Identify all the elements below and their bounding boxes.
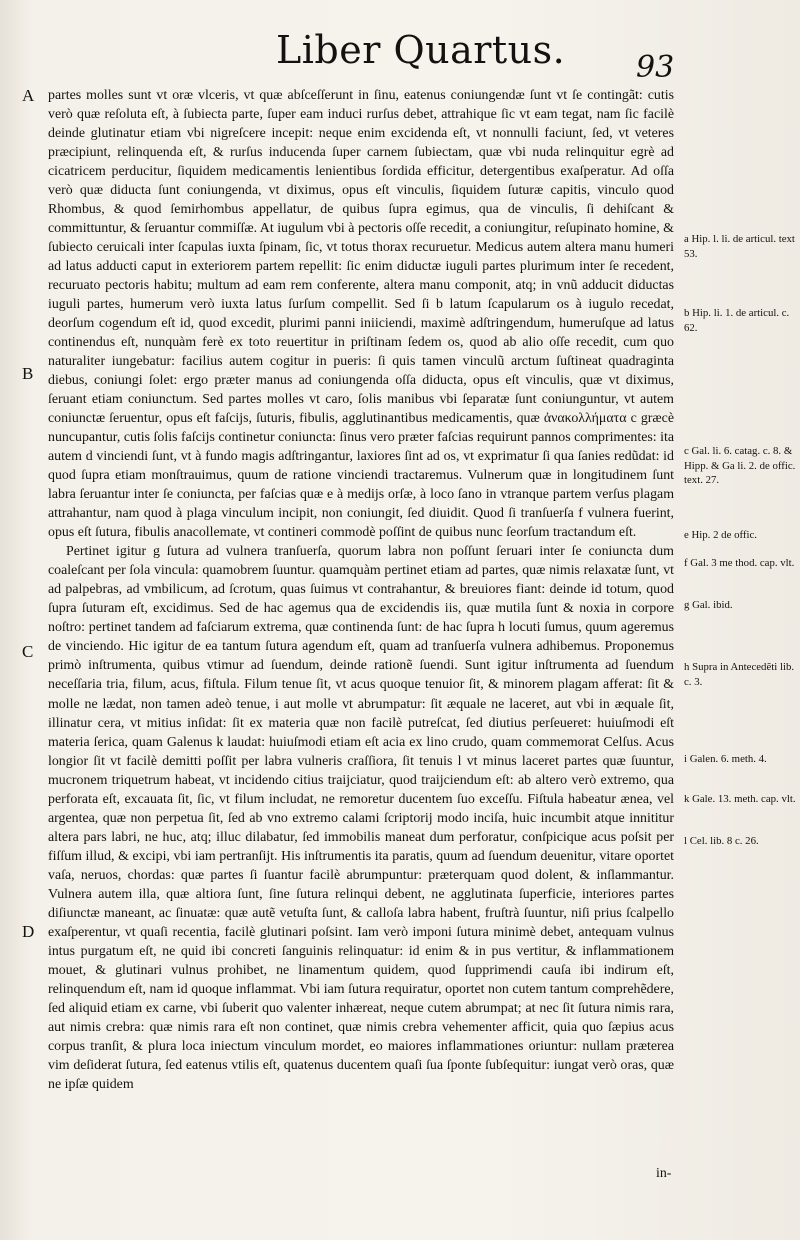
margin-note-c: c Gal. li. 6. catag. c. 8. & Hipp. & Ga li. 2. de offic. text. 27. [684,445,796,486]
section-letter-d: D [22,922,35,941]
section-letter-c: C [22,642,34,661]
paragraph-1: partes molles sunt vt oræ vlceris, vt quæ abſceſſerunt in ſinu, eatenus coniungendæ ſunt vt ſe contingãt: cutis verò quæ reſoluta eſt, à ſubiecta parte, ſuper eam induci rurſus debet, attrahique ſic vt eam tegat, nam ſic facilè deinde glutinatur etiam vbi nigreſcere incepit: neque enim excidenda eſt, vt nonnulli faciunt, ſed, vt veteres præcipiunt, relinquenda eſt, & rurſus inducenda ſuper carnem ſubiectam, quæ vbi nuda relinquitur egrè ad cicatricem perducitur, ſiquidem medicamentis lenientibus ſordida efficitur, detergentibus exaſperatur. Ad oſſa verò quæ diducta ſunt coniungenda, vt diximus, opus eſt vinculis, ſiquidem ſuturæ capitis, vinculo quod Rhombus, & quod ſemirhombus appellatur, de quibus ſupra egimus, qua de vinculis, ſi dehiſcant & committuntur, & ſeruantur commiſſæ. At iugulum vbi à pectoris oſſe recedit, a coniungitur, reſupinato homine, & ſubiecto ceruicali inter ſcapulas iuxta ſpinam, ſic, vt totus thorax recuruetur. Medicus autem altera manu humeri ad latus adducti caput in exteriorem partem repellit: ſic enim diductæ iuguli partes plurimum inter ſe recedent, recuruato pectoris habitu; multum ad eam rem conferente, altera manu componit, atq; in vnũ adducit diductas iuguli partes, humerum verò iuxta latus ſurſum compellit. Sed ſi b latum ſcapularum os à iugulo recedat, deorſum cogendum eſt id, quod excedit, plurimi panni iniiciendi, maximè adſtringendum, humeruſque ad latus continendus eſt, nunquàm ferè ex toto reuertitur in priſtinam ſedem os, quod ab alio oſſe recedit, cum quo naturaliter iungebatur: facilius autem cogitur in pueris: ſi quis tamen vinculũ arctum ſuſtineat quadraginta diebus, coniungi ſolet: ergo præter manus ad coniungenda oſſa diducta, opus eſt vinculis, quæ vt diximus, ſeruant etiam coniunctum. Sed partes molles vt caro, ſolis manibus vbi ſeparatæ ſunt coniunguntur, vt autem coniunctæ ſeruentur, opus eſt faſcijs, ſuturis, fibulis, agglutinantibus medicamentis, quæ ἀνακολλήματα c græcè nuncupantur, cutis ſolis faſcijs continetur coniuncta: ſinus vero præter faſcias requirunt pannos comprimentes: ita autem d vinciendi ſunt, vt à fundo magis adſtringantur, laxiores ſint ad os, vt exprimatur ſi qua ſanies redũdat: id quod ſupra etiam monſtrauimus, quum de ratione vinciendi tractaremus. Vulnerum quæ in longitudinem ſunt labra ſeruantur inter ſe coniuncta, per faſcias quæ e à medijs orſæ, à loco ſano in vtranque partem verſus plagam attrahantur, nam quod à plaga vinculum incipit, non coniungit, ſed diuidit. Quod ſi tranſuerſa f vulnera fuerint, opus eſt ſutura, fibulis anacollemate, vt contineri commodè poſſint de quibus nunc ſeorſum tractandum eſt. [48,88,674,541]
margin-note-i: i Galen. 6. meth. 4. [684,753,767,765]
margin-note-k: k Gale. 13. meth. cap. vlt. [684,793,796,805]
section-letter-b: B [22,364,34,383]
running-title: Liber Quartus. [276,28,566,72]
main-text-block [48,86,674,1094]
margin-note-e: e Hip. 2 de offic. [684,529,757,541]
margin-note-b: b Hip. li. 1. de articul. c. 62. [684,307,790,334]
margin-note-g: g Gal. ibid. [684,599,733,611]
margin-note-l: l Cel. lib. 8 c. 26. [684,835,759,847]
margin-note-a: a Hip. l. li. de articul. text 53. [684,233,795,260]
margin-note-h: h Supra in Antecedẽti lib. c. 3. [684,661,795,688]
page-number: 93 [636,50,675,85]
margin-note-f: f Gal. 3 me thod. cap. vlt. [684,557,795,569]
catchword: in- [656,1166,672,1181]
section-letter-a: A [22,86,35,105]
paragraph-2: Pertinet igitur g ſutura ad vulnera tranſuerſa, quorum labra non poſſunt ſeruari inter ſe coniuncta dum coaleſcant per ſola vincula: quamobrem ſuuntur. quamquàm pertinet etiam ad partes, quæ nimis relaxatæ ſunt, vt ad palpebras, ad vmbilicum, ad ſcrotum, quas ſuimus vt contrahantur, & breuiores fiant: deinde id totum, quod ſupra ſuturam eſt, excidimus. Sed de hac agemus qua de excidendis iis, quæ mutila ſunt & noxia in corpore noſtro: pertinet tandem ad faſciarum extrema, quæ continenda ſunt: de hac ſupra h locuti ſumus, quum ageremus de vinciendo. Hic igitur de ea tantum ſutura agendum eſt, quam ad tranſuerſa vulnera adhibemus. Proponemus primò inſtrumenta, quibus vtimur ad ſuendum, deinde rationẽ ſuendi. Sunt igitur inſtrumenta ad ſuendum neceſſaria tria, filum, acus, fiſtula. Filum tenue ſit, vt acus quoque tenuior ſit, & minorem plagam afferat: ſit & molle ne lædat, non tamen adeò tenue, i aut molle vt abrumpatur: ſit æquale ne laceret, aut vbi in æquale ſit, illinatur cera, vt mitius inſidat: ſit ex materia quæ non facilè putreſcat, ſed diutius perſeueret: huiuſmodi eſt materia ſerica, quam Galenus k laudat: huiuſmodi etiam eſt acia ex lino crudo, quam commemorat Celſus. Acus longior ſit vt facilè demitti poſſit per labra vulneris craſſiora, ſit tenuis l vt minus laceret partes quæ ſuuntur, mucronem triquetrum habeat, vt incidendo citius traijciatur, quod traijciendum eſt: ab altero verò extremo, qua perforata eſt, excauata ſit, ſic, vt filum includat, ne remoretur ducentem ſuo exceſſu. Fiſtula habeatur ænea, vel argentea, quæ non perpetua ſit, ſed ab vno extremo calami ſcriptorij modo inciſa, huic incumbit atque innititur altera pars labri, ne huc, atq; illuc dilabatur, ſed immobilis maneat dum perforatur, conſpicique acus poſsit per fiſſum illud, & excipi, vbi iam pertranſijt. His inſtrumentis ita paratis, quum ad ſuendum deuenitur, vitare oportet vaſa, neruos, chordas: quæ partes ſi ſuantur facilè abrumpuntur: præterquam quod dolent, & inſlammantur. Vulnera autem illa, quæ altiora ſunt, ſine ſutura relinqui debent, ne agglutinata ſuperficie, interiores partes diſiunctæ maneant, ac ſinuatæ: quæ autẽ vetuſta ſunt, & calloſa labra habent, fruſtrà ſuuntur, niſi prius ſcalpello exaſperentur, vt quaſi recentia, facilè glutinari poſsint. Iam verò imponi ſutura minimè debet, antequam vulnus intus purgatum eſt, ne quid ibi concreti ſanguinis relinquatur: id enim & in pus vertitur, & inflammationem mouet, & glutinari vulnus prohibet, ne linamentum quidem, quod ſupprimendi cauſa ibi indirum eſt, relinquendum eſt, nam id quoque inflammat. Vbi iam ſutura requiratur, oportet non cutem tantum comprehẽdere, ſed aliquid etiam ex carne, vbi ſuberit quo valenter inhæreat, neque cutem abrumpat; at nec ſit ſutura nimis rara, aut nimis crebra: quæ nimis rara eſt non continet, quæ nimis crebra vehementer afficit, quia quo ſæpius acus corpus tranſit, & plura loca iniectum vinculum mordet, eo maiores inflammationes oriuntur: nullam præterea vim deſiderat ſutura, ſed eatenus vtilis eſt, quatenus ducentem quaſi ſua ſponte ſubſequitur: iungat verò oras, quæ ne ipſæ quidem [48,544,674,1092]
